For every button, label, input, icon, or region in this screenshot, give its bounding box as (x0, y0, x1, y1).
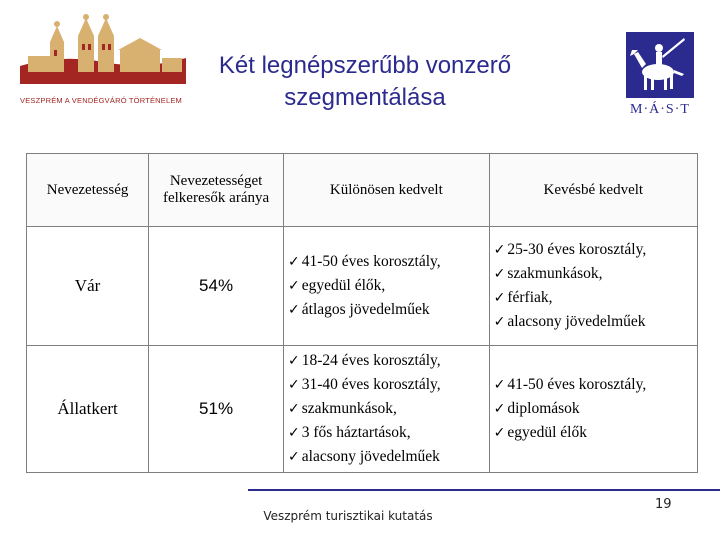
check-icon: ✓ (288, 401, 300, 417)
list-item-text: átlagos jövedelműek (301, 301, 430, 318)
list-item (288, 397, 485, 421)
list-item-text: alacsony jövedelműek (301, 448, 440, 465)
check-icon: ✓ (493, 290, 506, 306)
check-icon: ✓ (493, 314, 506, 330)
list-item (288, 298, 485, 322)
list-item (288, 250, 485, 274)
check-icon: ✓ (493, 401, 506, 417)
check-icon: ✓ (493, 266, 506, 282)
check-icon: ✓ (288, 278, 300, 294)
list-item-text: egyedül élők, (301, 277, 386, 294)
segmentation-table (26, 153, 698, 473)
footer-divider (248, 489, 720, 491)
list-item (494, 397, 693, 421)
disliked-list (489, 346, 697, 473)
list-item-text: 18-24 éves korosztály, (301, 352, 441, 369)
castle-logo-icon (20, 14, 186, 94)
title-line-2: szegmentálása (284, 84, 446, 111)
logo-caption: VESZPRÉM A VENDÉGVÁRÓ TÖRTÉNELEM (20, 96, 182, 105)
list-item (494, 310, 693, 334)
liked-list (284, 227, 490, 346)
mast-logo (624, 30, 696, 118)
check-icon: ✓ (288, 353, 300, 369)
list-item-text: 31-40 éves korosztály, (301, 376, 441, 393)
list-item (288, 349, 485, 373)
check-icon: ✓ (288, 302, 300, 318)
list-item-text: egyedül élők (507, 424, 587, 441)
list-item-text: férfiak, (507, 289, 553, 306)
header-especially-liked: Különösen kedvelt (284, 154, 490, 227)
check-icon: ✓ (288, 254, 300, 270)
table-row (27, 227, 698, 346)
page-number: 19 (655, 497, 672, 512)
check-icon: ✓ (493, 242, 506, 258)
veszprem-logo (20, 14, 186, 106)
list-item-text: 41-50 éves korosztály, (301, 253, 441, 270)
list-item (494, 373, 693, 397)
header-visitor-share: Nevezetességet felkeresők aránya (149, 154, 284, 227)
attraction-name: Vár (27, 227, 149, 346)
visitor-share: 54% (149, 227, 284, 346)
check-icon: ✓ (493, 377, 506, 393)
check-icon: ✓ (288, 377, 300, 393)
knight-on-horse-logo-icon (624, 30, 696, 100)
list-item-text: 41-50 éves korosztály, (507, 376, 647, 393)
check-icon: ✓ (288, 425, 300, 441)
table-header-row (27, 154, 698, 227)
list-item (494, 262, 693, 286)
list-item (494, 286, 693, 310)
list-item (288, 274, 485, 298)
list-item (494, 421, 693, 445)
list-item-text: szakmunkások, (507, 265, 603, 282)
visitor-share: 51% (149, 346, 284, 473)
list-item-text: 3 fős háztartások, (301, 424, 411, 441)
list-item (288, 373, 485, 397)
page-title (190, 50, 540, 114)
header-attraction: Nevezetesség (27, 154, 149, 227)
liked-list (284, 346, 490, 473)
list-item (288, 421, 485, 445)
mast-logo-text: M·Á·S·T (630, 102, 690, 117)
attraction-name: Állatkert (27, 346, 149, 473)
list-item-text: diplomások (507, 400, 580, 417)
list-item (288, 445, 485, 469)
list-item-text: szakmunkások, (301, 400, 397, 417)
check-icon: ✓ (493, 425, 506, 441)
list-item (494, 238, 693, 262)
list-item-text: alacsony jövedelműek (507, 313, 646, 330)
check-icon: ✓ (288, 449, 300, 465)
footer-text: Veszprém turisztikai kutatás (263, 509, 433, 523)
list-item-text: 25-30 éves korosztály, (507, 241, 647, 258)
disliked-list (489, 227, 697, 346)
header-less-liked: Kevésbé kedvelt (489, 154, 697, 227)
table-row (27, 346, 698, 473)
title-line-1: Két legnépszerűbb vonzerő (218, 52, 512, 79)
